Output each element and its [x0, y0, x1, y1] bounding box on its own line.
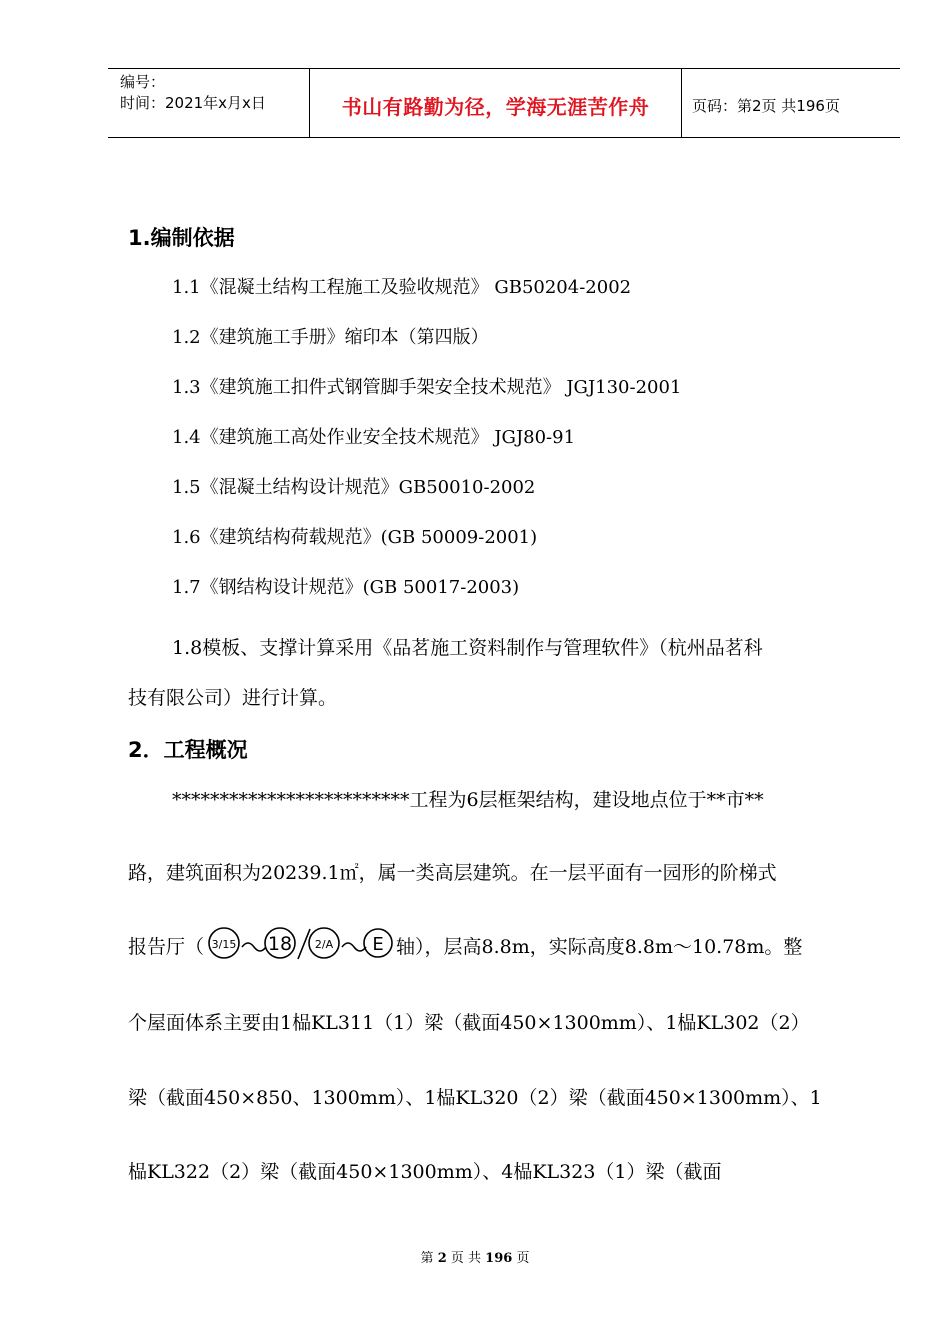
- reference-item: 1.6《建筑结构荷载规范》(GB 50009-2001): [172, 527, 538, 548]
- reference-item: 1.3《建筑施工扣件式钢管脚手架安全技术规范》 JGJ130-2001: [172, 377, 682, 398]
- section1-heading: 1.编制依据: [128, 226, 235, 250]
- reference-item-8-line2: 技有限公司）进行计算。: [128, 687, 338, 709]
- footer-mid: 页 共: [450, 1251, 482, 1266]
- axis-label: 2/A: [314, 938, 334, 951]
- page-footer: [0, 1247, 950, 1266]
- header-page-info: 页码：第2页 共196页: [692, 96, 840, 115]
- axis-symbols: [206, 925, 394, 965]
- overview-line: 梁（截面450×850、1300mm）、1榀KL320（2）梁（截面450×1300mm）、1: [128, 1087, 822, 1109]
- reference-item: 1.4《建筑施工高处作业安全技术规范》 JGJ80-91: [172, 427, 576, 448]
- reference-item: 1.1《混凝土结构工程施工及验收规范》 GB50204-2002: [172, 277, 632, 298]
- overview-line: 个屋面体系主要由1榀KL311（1）梁（截面450×1300mm）、1榀KL302（2）: [128, 1012, 810, 1034]
- overview-line3-pre: 报告厅（: [128, 935, 205, 958]
- footer-total-pages: 196: [485, 1251, 513, 1266]
- overview-line: 路，建筑面积为20239.1㎡，属一类高层建筑。在一层平面有一园形的阶梯式: [128, 862, 777, 884]
- header-page-cell: [682, 69, 900, 137]
- reference-item: 1.5《混凝土结构设计规范》GB50010-2002: [172, 477, 536, 498]
- footer-prefix: 第: [420, 1251, 434, 1266]
- header-motto-cell: [310, 69, 682, 137]
- reference-item: 1.7《钢结构设计规范》(GB 50017-2003): [172, 577, 520, 598]
- reference-item: 1.2《建筑施工手册》缩印本（第四版）: [172, 327, 489, 348]
- overview-line: 榀KL322（2）梁（截面450×1300mm）、4榀KL323（1）梁（截面: [128, 1161, 722, 1183]
- header-number-label: 编号：: [120, 73, 166, 91]
- footer-page-number: 2: [437, 1251, 447, 1266]
- overview-line-axes: [128, 925, 888, 965]
- footer-suffix: 页: [516, 1251, 530, 1266]
- axis-label: E: [372, 934, 384, 955]
- axis-label: 18: [267, 933, 293, 955]
- axis-grid-icon: [206, 925, 394, 965]
- header-meta: [108, 69, 310, 137]
- overview-line3-post: 轴），层高8.8m，实际高度8.8m～10.78m。整: [396, 935, 803, 958]
- header-time-label: 时间：2021年x月x日: [120, 94, 266, 112]
- axis-label: 3/15: [211, 938, 237, 951]
- section2-heading: 2．工程概况: [128, 738, 248, 762]
- page-header: [108, 68, 900, 138]
- overview-line: *************************工程为6层框架结构，建设地点位于**市**: [172, 789, 764, 811]
- header-motto: 书山有路勤为径，学海无涯苦作舟: [341, 94, 650, 119]
- reference-item-8-line1: 1.8模板、支撑计算采用《品茗施工资料制作与管理软件》（杭州品茗科: [172, 637, 763, 659]
